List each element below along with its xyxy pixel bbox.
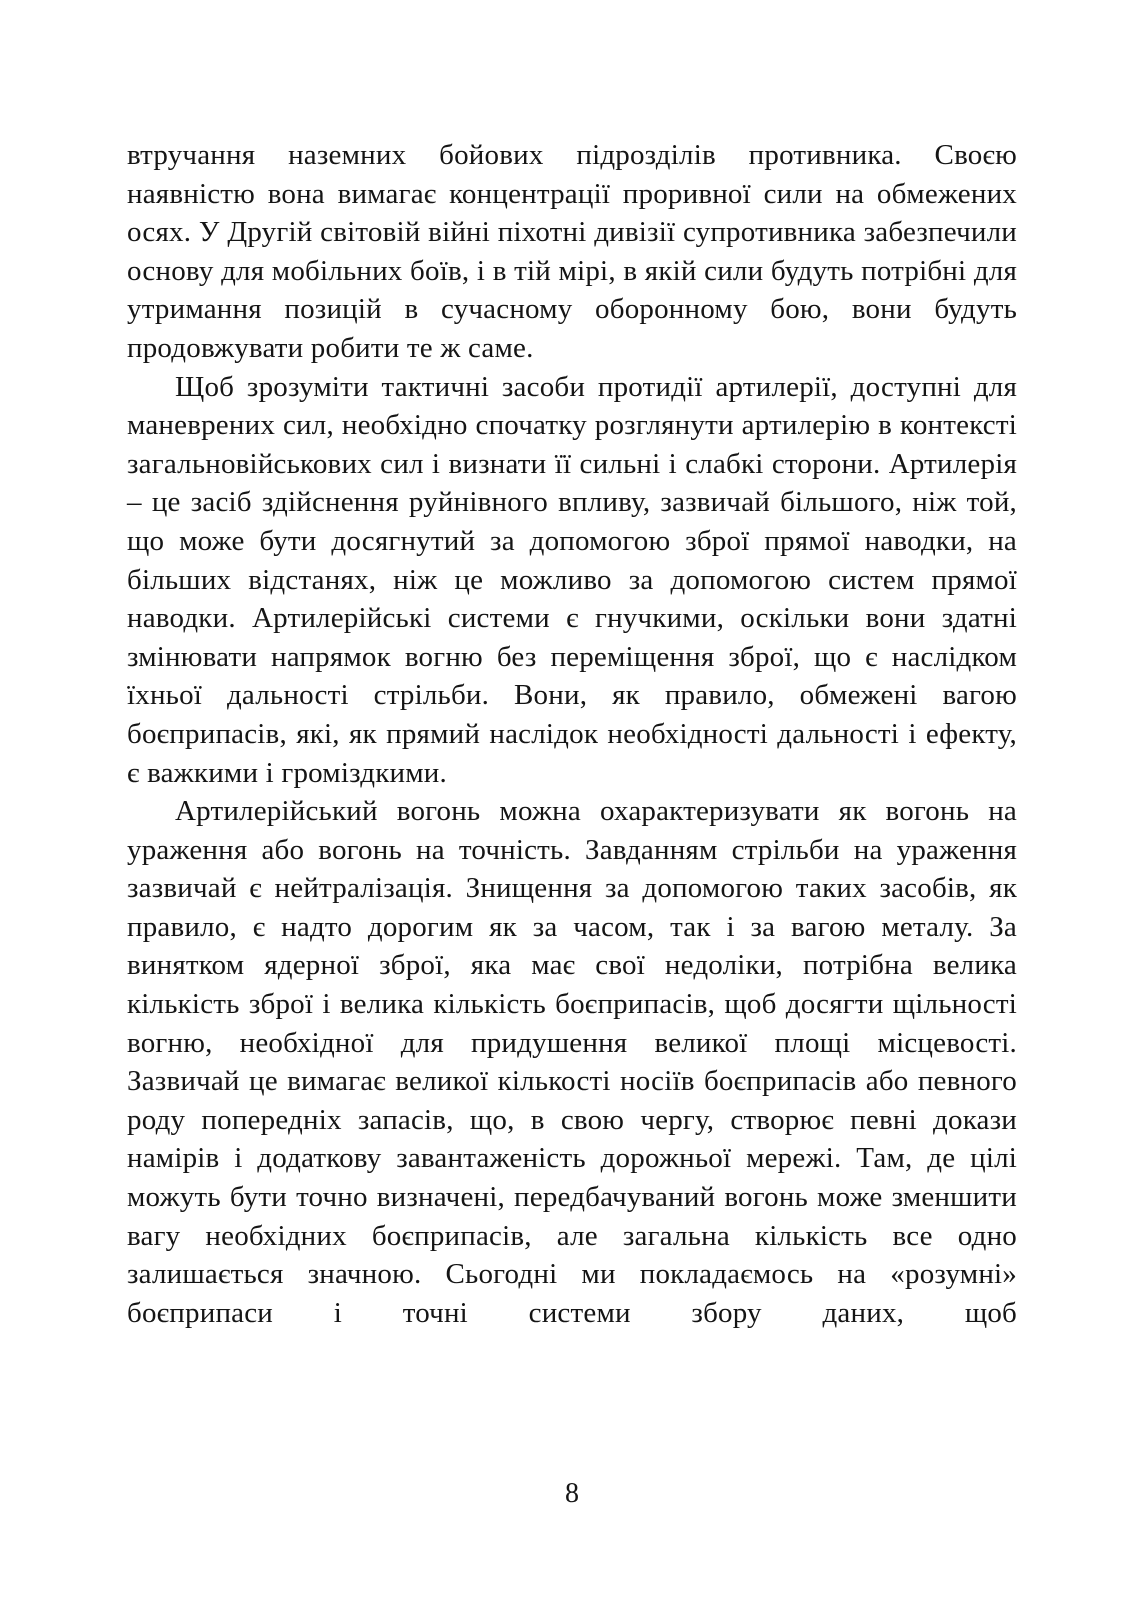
paragraph: Щоб зрозуміти тактичні засоби протидії артилерії, доступні для маневрених сил, необхідно спочатку розглянути артилерію в контексті загальновійськових сил і визнати її сильні і слабкі сторони. Артилерія – це засіб здійснення руйнівного впливу, зазвичай більшого, ніж той, що може бути досягнутий за допомогою зброї прямої наводки, на більших відстанях, ніж це можливо за допомогою систем прямої наводки. Артилерійські системи є гнучкими, оскільки вони здатні змінювати напрямок вогню без переміщення зброї, що є наслідком їхньої дальності стрільби. Вони, як правило, обмежені вагою боєприпасів, які, як прямий наслідок необхідності дальності і ефекту, є важкими і громіздкими.	[127, 370, 1017, 789]
page-number: 8	[565, 1478, 579, 1509]
paragraph-continuation: втручання наземних бойових підрозділів противника. Своєю наявністю вона вимагає концентрації проривної сили на обмежених осях. У Другій світовій війні піхотні дивізії супротивника забезпечили основу для мобільних боїв, і в тій мірі, в якій сили будуть потрібні для утримання позицій в сучасному оборонному бою, вони будуть продовжувати робити те ж саме.	[127, 139, 1017, 364]
paragraph: Артилерійський вогонь можна охарактеризувати як вогонь на ураження або вогонь на точність. Завданням стрільби на ураження зазвичай є нейтралізація. Знищення за допомогою таких засобів, як правило, є надто дорогим як за часом, так і за вагою металу. За винятком ядерної зброї, яка має свої недоліки, потрібна велика кількість зброї і велика кількість боєприпасів, щоб досягти щільності вогню, необхідної для придушення великої площі місцевості. Зазвичай це вимагає великої кількості носіїв боєприпасів або певного роду попередніх запасів, що, в свою чергу, створює певні докази намірів і додаткову завантаженість дорожньої мережі. Там, де цілі можуть бути точно визначені, передбачуваний вогонь може зменшити вагу необхідних боєприпасів, але загальна кількість все одно залишається значною. Сьогодні ми покладаємось на «розумні» боєприпаси і точні системи збору даних, щоб	[127, 795, 1017, 1329]
page-body	[127, 136, 1017, 1332]
